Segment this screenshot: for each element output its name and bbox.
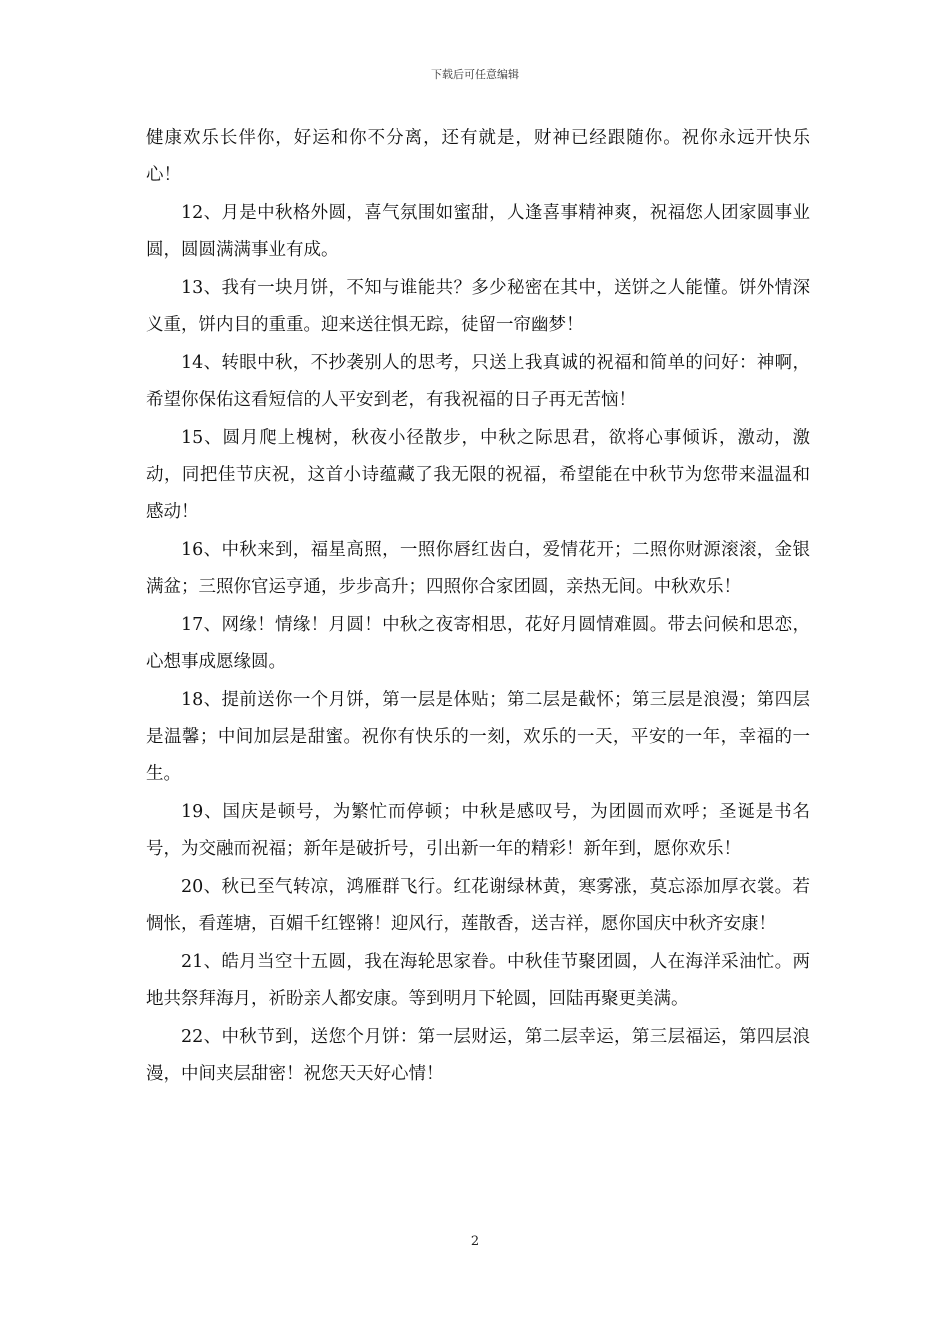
document-body bbox=[146, 120, 810, 1094]
paragraph-item-17: 17、网缘！情缘！月圆！中秋之夜寄相思，花好月圆情难圆。带去问候和思恋，心想事成愿缘圆。 bbox=[146, 615, 810, 672]
paragraph-item-19: 19、国庆是顿号，为繁忙而停顿；中秋是感叹号，为团圆而欢呼；圣诞是书名号，为交融而祝福；新年是破折号，引出新一年的精彩！新年到，愿你欢乐！ bbox=[146, 802, 810, 859]
paragraph-item-21: 21、皓月当空十五圆，我在海轮思家眷。中秋佳节聚团圆，人在海洋采油忙。两地共祭拜海月，祈盼亲人都安康。等到明月下轮圆，回陆再聚更美满。 bbox=[146, 952, 810, 1009]
page-header-note: 下载后可任意编辑 bbox=[431, 68, 519, 81]
paragraph-item-16: 16、中秋来到，福星高照，一照你唇红齿白，爱情花开；二照你财源滚滚，金银满盆；三照你官运亨通，步步高升；四照你合家团圆，亲热无间。中秋欢乐！ bbox=[146, 540, 810, 597]
paragraph-item-18: 18、提前送你一个月饼，第一层是体贴；第二层是截怀；第三层是浪漫；第四层是温馨；中间加层是甜蜜。祝你有快乐的一刻，欢乐的一天，平安的一年，幸福的一生。 bbox=[146, 690, 810, 784]
paragraph-item-12: 12、月是中秋格外圆，喜气氛围如蜜甜，人逢喜事精神爽，祝福您人团家圆事业圆，圆圆满满事业有成。 bbox=[146, 203, 810, 260]
paragraph-continuation: 健康欢乐长伴你，好运和你不分离，还有就是，财神已经跟随你。祝你永远开快乐心！ bbox=[146, 128, 810, 185]
paragraph-item-20: 20、秋已至气转凉，鸿雁群飞行。红花谢绿林黄，寒雾涨，莫忘添加厚衣裳。若惆怅，看莲塘，百媚千红铿锵！迎风行，莲散香，送吉祥，愿你国庆中秋齐安康！ bbox=[146, 877, 810, 934]
paragraph-item-13: 13、我有一块月饼，不知与谁能共？多少秘密在其中，送饼之人能懂。饼外情深义重，饼内目的重重。迎来送往惧无踪，徒留一帘幽梦！ bbox=[146, 278, 810, 335]
page-number: 2 bbox=[470, 1234, 480, 1249]
paragraph-item-15: 15、圆月爬上槐树，秋夜小径散步，中秋之际思君，欲将心事倾诉，激动，激动，同把佳节庆祝，这首小诗蕴藏了我无限的祝福，希望能在中秋节为您带来温温和感动！ bbox=[146, 428, 810, 522]
paragraph-item-14: 14、转眼中秋，不抄袭别人的思考，只送上我真诚的祝福和简单的问好：神啊，希望你保佑这看短信的人平安到老，有我祝福的日子再无苦恼！ bbox=[146, 353, 810, 410]
paragraph-item-22: 22、中秋节到，送您个月饼：第一层财运，第二层幸运，第三层福运，第四层浪漫，中间夹层甜密！祝您天天好心情！ bbox=[146, 1027, 810, 1084]
